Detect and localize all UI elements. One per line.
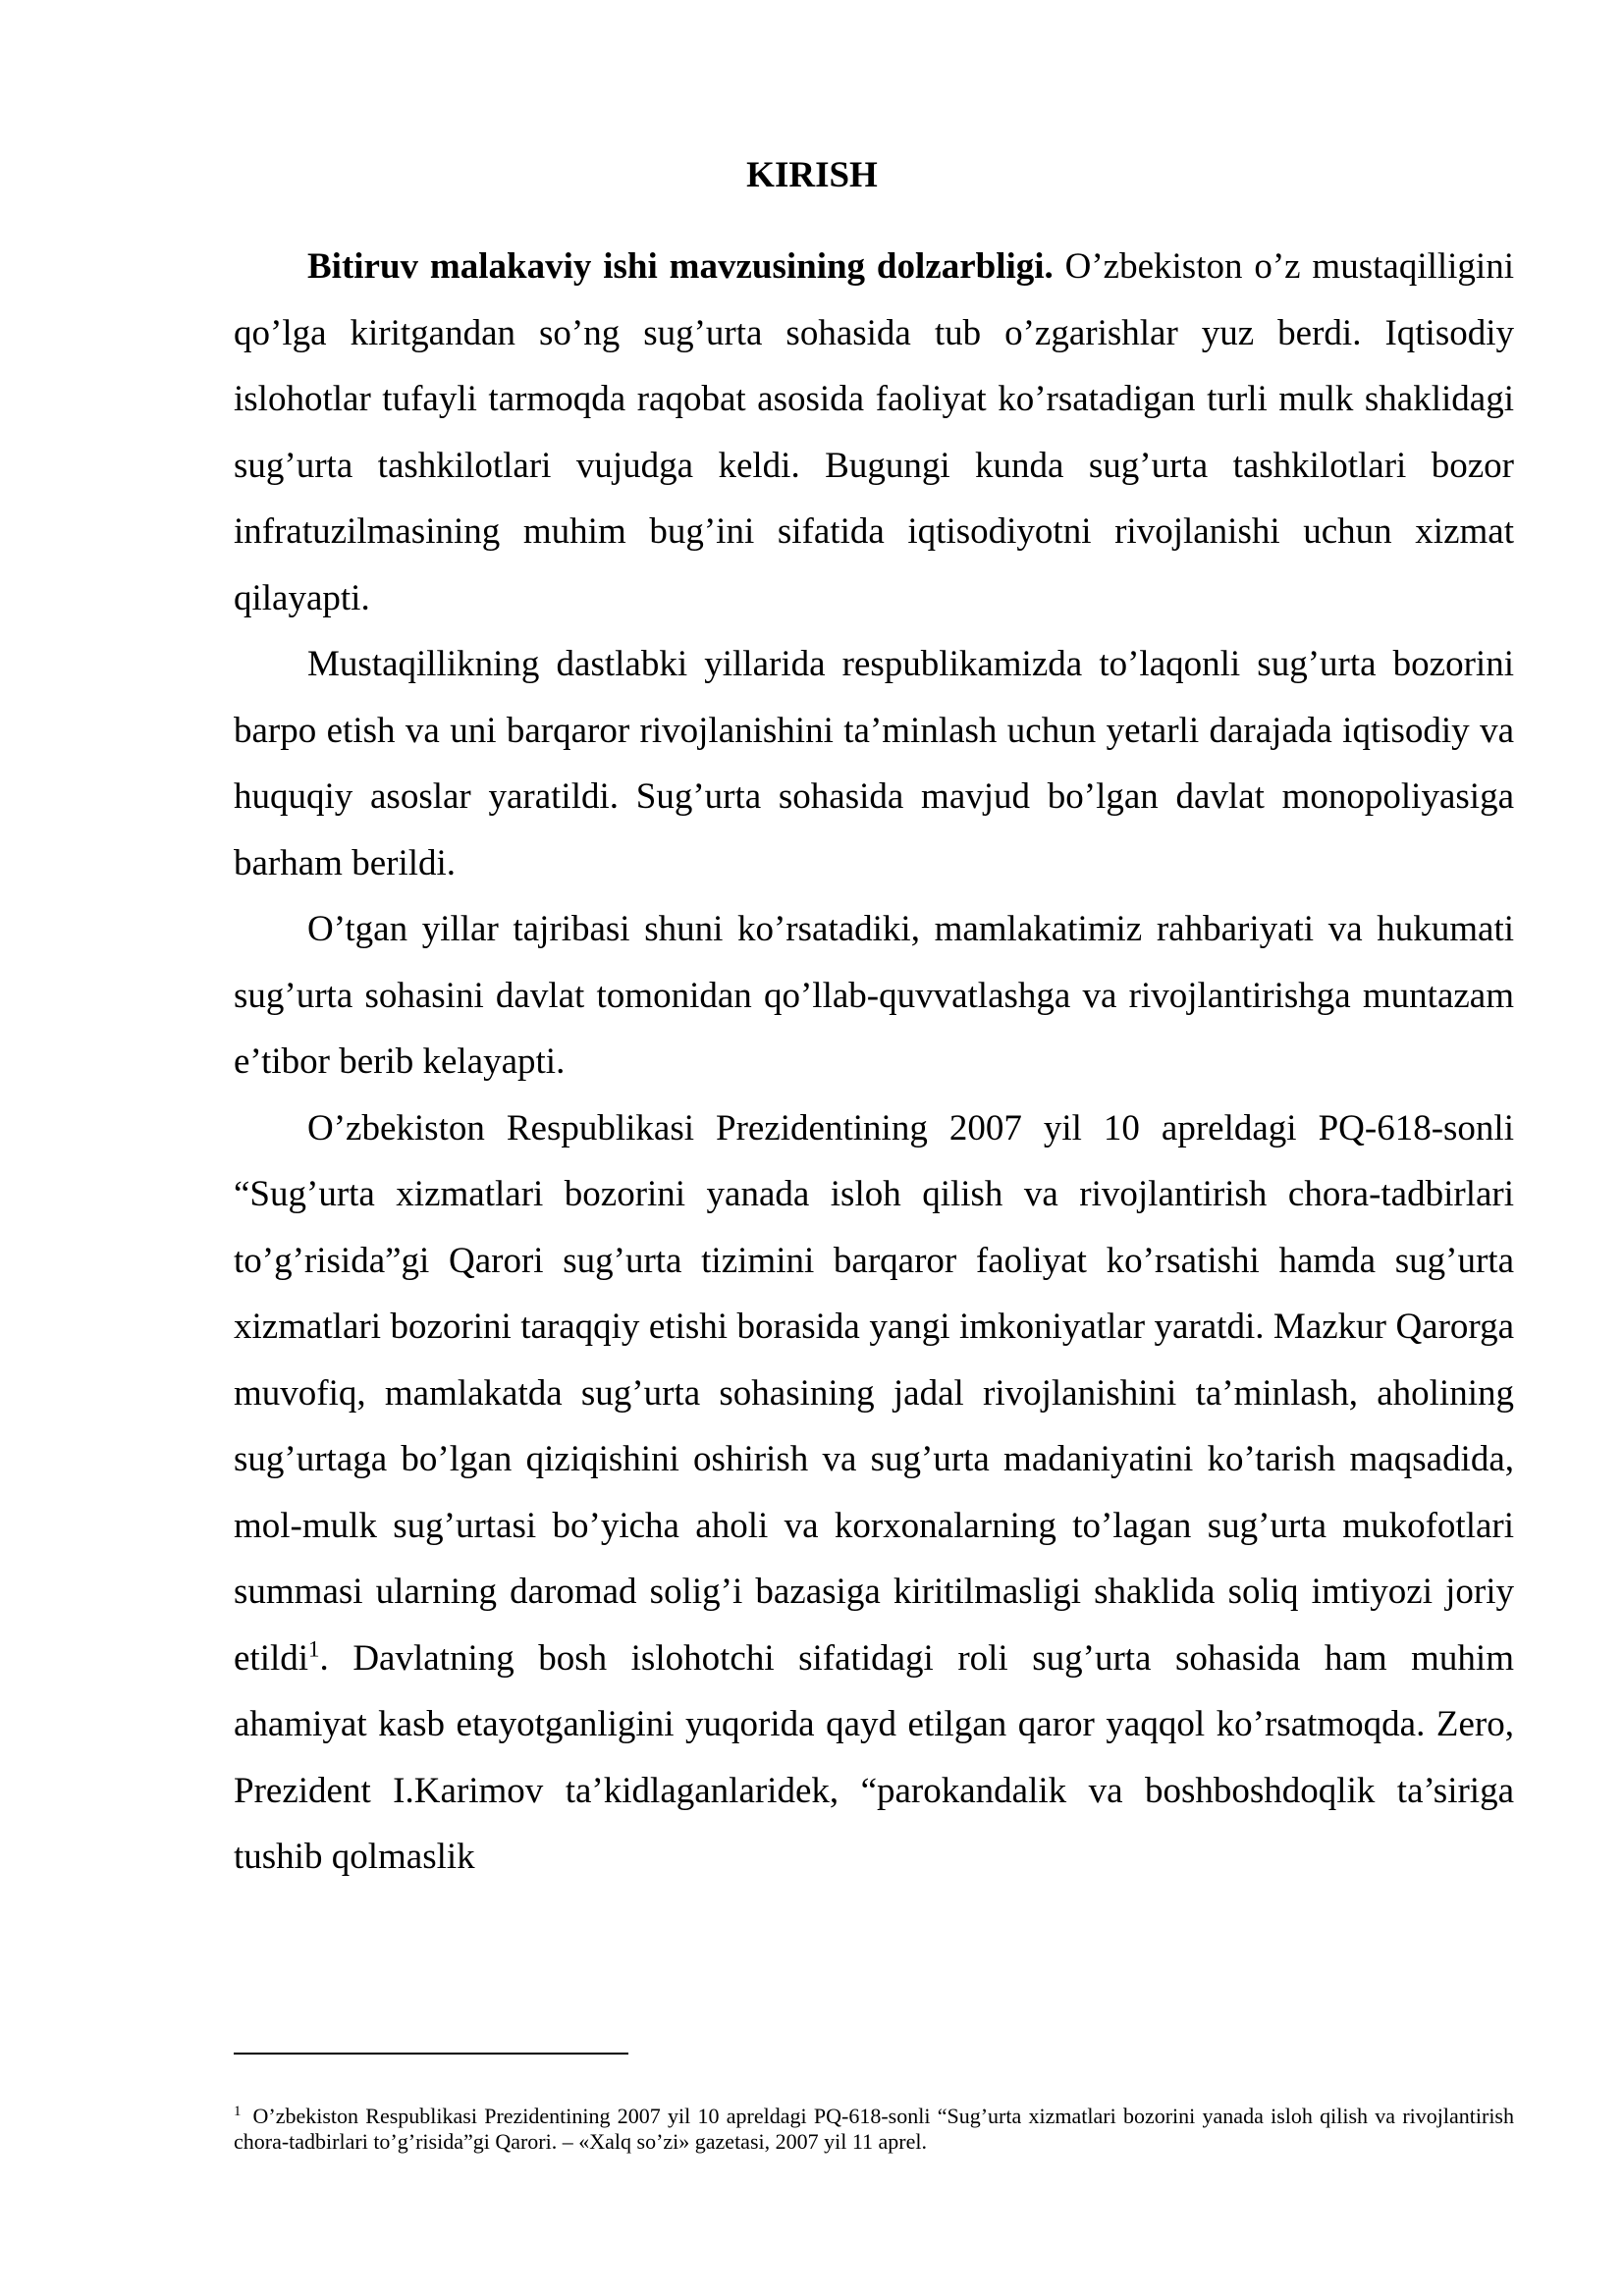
paragraph-text: O’zbekiston o’z mustaqilligini qo’lga kiritgandan so’ng sug’urta sohasida tub o’zgarishlar yuz berdi. Iqtisodiy islohotlar tufayli tarmoqda raqobat asosida faoliyat ko’rsatadigan turli mulk shaklidagi sug’urta tashkilotlari vujudga keldi. Bugungi kunda sug’urta tashkilotlari bozor infratuzilmasining muhim bug’ini sifatida iqtisodiyotni rivojlanishi uchun xizmat qilayapti. [234,246,1514,618]
paragraph-2 [234,631,1514,896]
paragraph-4 [234,1095,1514,1891]
paragraph-lead: Bitiruv malakaviy ishi mavzusining dolzarbligi. [307,246,1054,287]
paragraph-text: O’zbekiston Respublikasi Prezidentining 2007 yil 10 apreldagi PQ-618-sonli “Sug’urta xizmatlari bozorini yanada isloh qilish va rivojlantirish chora-tadbirlari to’g’risida”gi Qarori sug’urta tizimini barqaror faoliyat ko’rsatishi hamda sug’urta xizmatlari bozorini taraqqiy etishi borasida yangi imkoniyatlar yaratdi. Mazkur Qarorga muvofiq, mamlakatda sug’urta sohasining jadal rivojlanishini ta’minlash, aholining sug’urtaga bo’lgan qiziqishini oshirish va sug’urta madaniyatini ko’tarish maqsadida, mol-mulk sug’urtasi bo’yicha aholi va korxonalarning to’lagan sug’urta mukofotlari summasi ularning daromad solig’i bazasiga kiritilmasligi shaklida soliq imtiyozi joriy etildi [234,1107,1514,1679]
footnote [234,2104,1514,2155]
paragraph-text: Mustaqillikning dastlabki yillarida respublikamizda to’laqonli sug’urta bozorini barpo etish va uni barqaror rivojlanishini ta’minlash uchun yetarli darajada iqtisodiy va huquqiy asoslar yaratildi. Sug’urta sohasida mavjud bo’lgan davlat monopoliyasiga barham berildi. [234,644,1514,883]
paragraph-1 [234,234,1514,631]
footnote-number: 1 [234,2103,242,2119]
paragraph-text: O’tgan yillar tajribasi shuni ko’rsatadiki, mamlakatimiz rahbariyati va hukumati sug’urta sohasini davlat tomonidan qo’llab-quvvatlashga va rivojlantirishga muntazam e’tibor berib kelayapti. [234,909,1514,1082]
paragraph-3 [234,896,1514,1095]
paragraph-text-continued: . Davlatning bosh islohotchi sifatidagi roli sug’urta sohasida ham muhim ahamiyat kasb etayotganligini yuqorida qayd etilgan qaror yaqqol ko’rsatmoqda. Zero, Prezident I.Karimov ta’kidlaganlaridek, “parokandalik va boshboshdoqlik ta’siriga tushib qolmaslik [234,1637,1514,1877]
footnote-reference[interactable]: 1 [308,1636,320,1662]
footnote-text: O’zbekiston Respublikasi Prezidentining 2007 yil 10 apreldagi PQ-618-sonli “Sug’urta xizmatlari bozorini yanada isloh qilish va rivojlantirish chora-tadbirlari to’g’risida”gi Qarori. – «Xalq so’zi» gazetasi, 2007 yil 11 aprel. [234,2104,1514,2154]
footnote-separator [234,2053,628,2055]
page-title: KIRISH [746,155,878,195]
body-text [234,234,1514,1891]
